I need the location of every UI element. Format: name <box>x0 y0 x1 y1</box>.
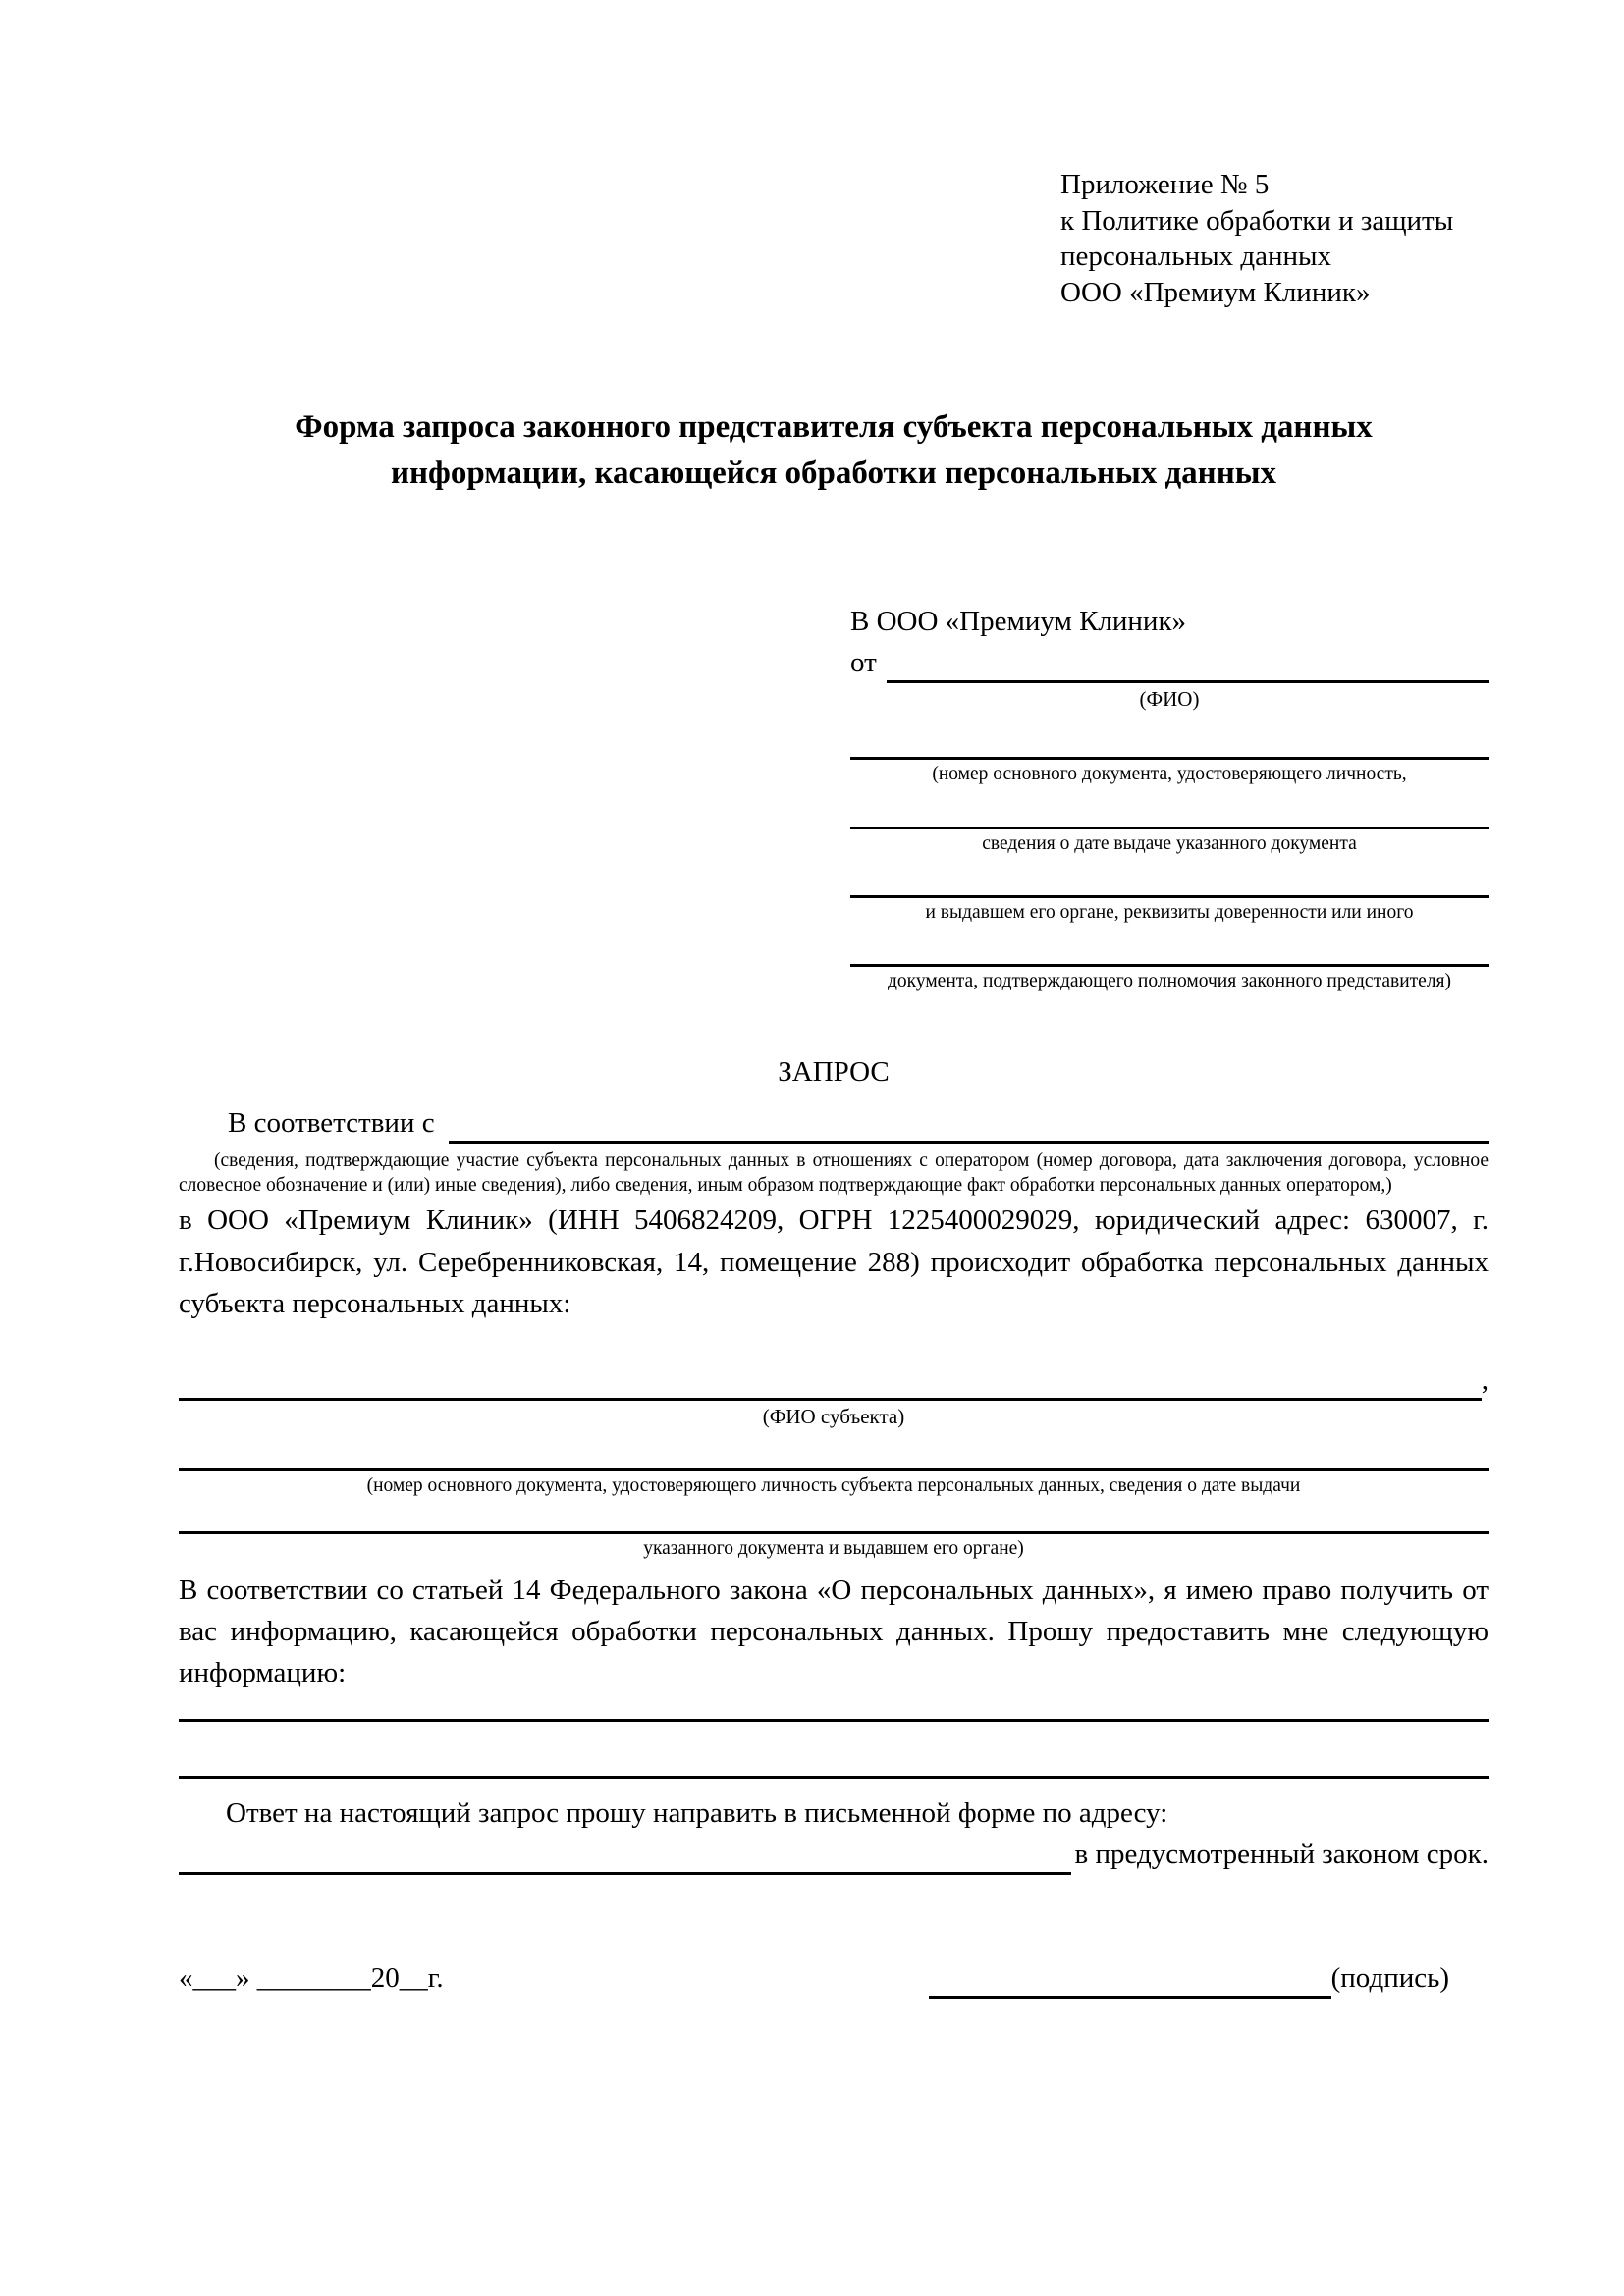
subject-doc-blank-field <box>179 1498 1489 1534</box>
subject-doc-blank-field <box>179 1429 1489 1471</box>
appendix-header-line: Приложение № 5 <box>1060 169 1270 200</box>
appendix-header-line: персональных данных <box>1060 240 1332 273</box>
doc-caption: и выдавшем его органе, реквизиты доверенности или иного <box>925 901 1414 923</box>
signature-group <box>929 1957 1449 1999</box>
fio-blank-field <box>887 680 1489 683</box>
recipient-block <box>850 601 1489 994</box>
form-title <box>179 404 1489 497</box>
accordance-blank-field <box>449 1141 1489 1144</box>
address-blank-field <box>179 1872 1071 1875</box>
accordance-caption: (сведения, подтверждающие участие субъекта персональных данных в отношениях с оператором (номер договора, дата заключения договора, условное словесное обозначение и (или) иные сведения), либо сведения, иным образом подтверждающие факт обработки персональных данных оператором,) <box>179 1149 1489 1197</box>
reply-tail-text: в предусмотренный законом срок. <box>1074 1838 1489 1870</box>
appendix-header-line: к Политике обработки и защиты <box>1060 204 1454 237</box>
from-label: от <box>850 646 877 678</box>
subject-line-comma: , <box>1481 1363 1489 1396</box>
law-paragraph: В соответствии со статьей 14 Федерального закона «О персональных данных», я имею право получить от вас информацию, касающейся обработки персональных данных. Прошу предоставить мне следующую информацию: <box>179 1574 1489 1688</box>
info-blank-field <box>179 1722 1489 1779</box>
date-line: «___» ________20__г. <box>179 1961 444 1994</box>
form-title-line: Форма запроса законного представителя субъекта персональных данных <box>295 409 1373 446</box>
doc-issuer-blank-field <box>850 856 1489 898</box>
doc-date-blank-field <box>850 787 1489 829</box>
doc-number-blank-field <box>850 712 1489 760</box>
request-heading: ЗАПРОС <box>778 1055 890 1088</box>
recipient-to-line: В ООО «Премиум Клиник» <box>850 605 1187 637</box>
subject-doc-caption-top: (номер основного документа, удостоверяющего личность субъекта персональных данных, сведения о дате выдачи <box>366 1474 1301 1496</box>
accordance-row <box>179 1102 1489 1144</box>
appendix-header <box>1060 167 1489 310</box>
subject-fio-blank-field <box>179 1398 1482 1401</box>
doc-caption: документа, подтверждающего полномочия законного представителя) <box>887 971 1452 992</box>
subject-fio-caption: (ФИО субъекта) <box>762 1404 905 1428</box>
subject-doc-caption-bottom: указанного документа и выдавшем его органе) <box>643 1538 1024 1560</box>
subject-fio-row <box>179 1360 1489 1401</box>
doc-authority-blank-field <box>850 925 1489 967</box>
fio-caption: (ФИО) <box>1139 686 1200 711</box>
signature-caption: (подпись) <box>1330 1961 1449 1994</box>
info-blank-field <box>179 1693 1489 1722</box>
doc-caption: (номер основного документа, удостоверяющего личность, <box>932 764 1407 785</box>
reply-paragraph: Ответ на настоящий запрос прошу направить в письменной форме по адресу: <box>226 1796 1168 1829</box>
signature-blank-field <box>929 1958 1331 1999</box>
accordance-label: В соответствии с <box>228 1106 435 1139</box>
operator-paragraph: в ООО «Премиум Клиник» (ИНН 5406824209, ОГРН 1225400029029, юридический адрес: 630007, г. г.Новосибирск, ул. Серебренниковская, 14, помещение 288) происходит обработка персональных данных субъекта персональных данных: <box>179 1204 1489 1319</box>
doc-caption: сведения о дате выдаче указанного документа <box>982 832 1357 854</box>
footer-row <box>179 1957 1489 1999</box>
recipient-from-line <box>850 642 1489 683</box>
reply-address-row <box>179 1834 1489 1875</box>
appendix-header-line: ООО «Премиум Клиник» <box>1060 276 1371 308</box>
form-title-line: информации, касающейся обработки персональных данных <box>391 454 1276 491</box>
